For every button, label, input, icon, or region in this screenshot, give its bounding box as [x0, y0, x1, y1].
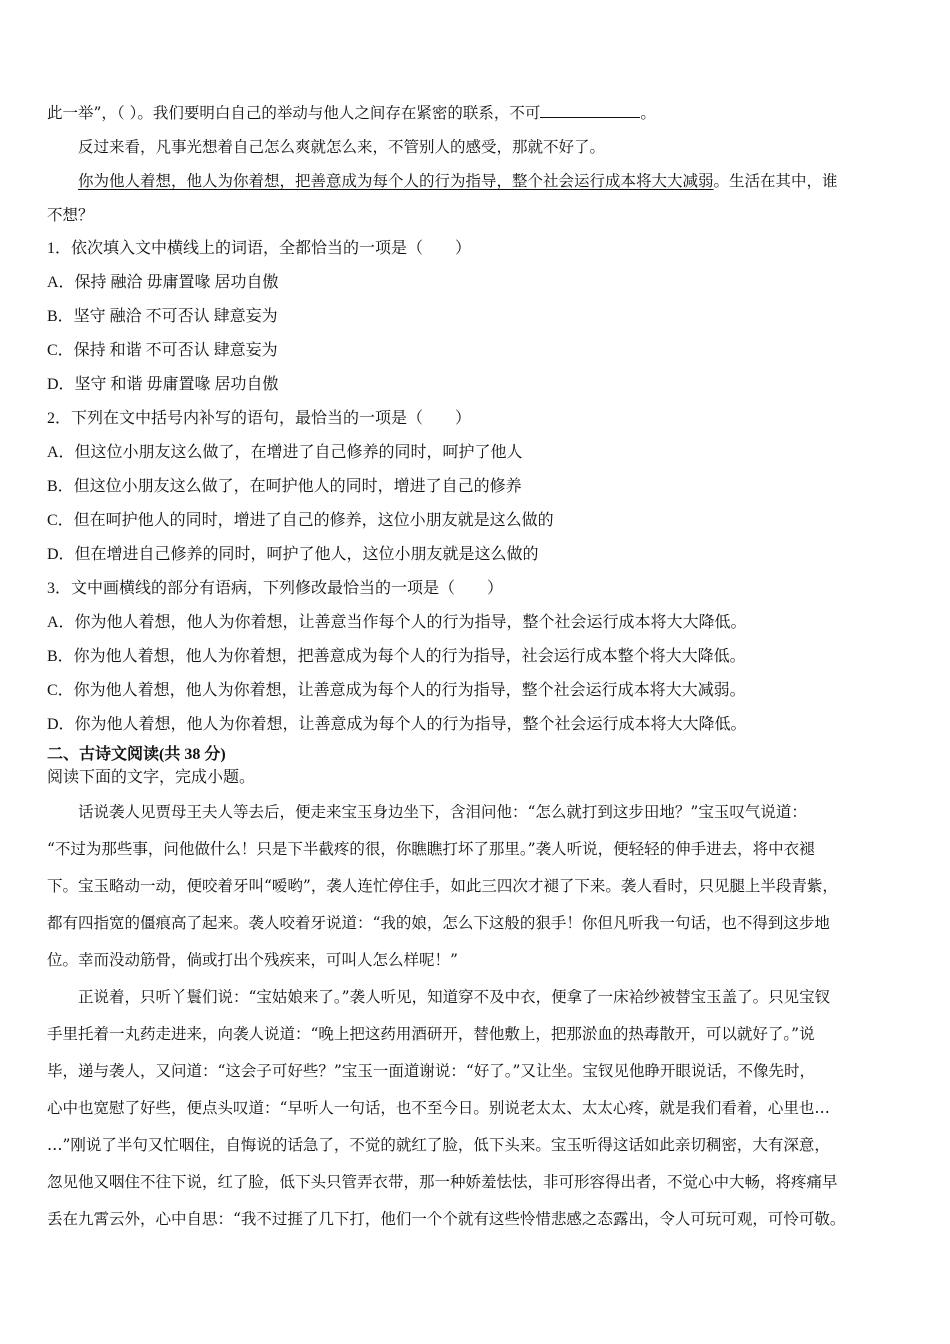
- option-a: A．你为他人着想，他人为你着想，让善意当作每个人的行为指导，整个社会运行成本将大大降低。: [47, 614, 747, 631]
- passage-line: “不过为那些事，问他做什么！只是下半截疼的很，你瞧瞧打坏了那里。”袭人听说，便轻轻的伸手进去，将中衣褪: [47, 840, 815, 858]
- option-c: C．保持 和谐 不可否认 肆意妄为: [47, 342, 278, 359]
- intro-line-text: 此一举”，（ ）。我们要明白自己的举动与他人之间存在紧密的联系，不可: [47, 104, 541, 122]
- intro-line: 反过来看，凡事光想着自己怎么爽就怎么来，不管别人的感受，那就不好了。: [78, 138, 606, 156]
- intro-line-end: 。生活在其中，谁: [713, 172, 838, 190]
- option-d: D．但在增进自己修养的同时，呵护了他人，这位小朋友就是这么做的: [47, 546, 539, 563]
- option-d: D．坚守 和谐 毋庸置喙 居功自傲: [47, 376, 279, 393]
- option-d: D．你为他人着想，他人为你着想，让善意成为每个人的行为指导，整个社会运行成本将大大降低。: [47, 716, 747, 733]
- passage-line: 心中也宽慰了好些，便点头叹道：“早听人一句话，也不至今日。别说老太太、太太心疼，就是我们看着，心里也…: [47, 1099, 830, 1117]
- section-heading: 二、古诗文阅读(共 38 分): [47, 746, 226, 763]
- passage-line: 正说着，只听丫鬟们说：“宝姑娘来了。”袭人听见，知道穿不及中衣，便拿了一床袷纱被替宝玉盖了。只见宝钗: [78, 988, 831, 1006]
- passage-line: 话说袭人见贾母王夫人等去后，便走来宝玉身边坐下，含泪问他：“怎么就打到这步田地？”宝玉叹气说道：: [78, 803, 807, 821]
- intro-passage: [47, 96, 907, 232]
- fill-blank: [540, 103, 640, 118]
- option-c: C．但在呵护他人的同时，增进了自己的修养，这位小朋友就是这么做的: [47, 512, 554, 529]
- underlined-sentence: 你为他人着想，他人为你着想，把善意成为每个人的行为指导，整个社会运行成本将大大减弱: [78, 172, 714, 190]
- question-1: [47, 232, 907, 402]
- intro-line: [47, 96, 907, 130]
- option-a: A．但这位小朋友这么做了，在增进了自己修养的同时，呵护了他人: [47, 444, 523, 461]
- passage-line: 丢在九霄云外，心中自思：“我不过捱了几下打，他们一个个就有这些怜惜悲感之态露出，令人可玩可观，可怜可敬。: [47, 1210, 846, 1228]
- option-c: C．你为他人着想，他人为你着想，让善意成为每个人的行为指导，整个社会运行成本将大大减弱。: [47, 682, 746, 699]
- intro-line-end: 。: [640, 104, 656, 122]
- intro-line: 不想？: [47, 206, 94, 224]
- classical-passage: [47, 794, 907, 1238]
- passage-line: …”刚说了半句又忙咽住，自悔说的话急了，不觉的就红了脸，低下头来。宝玉听得这话如此亲切稠密，大有深意，: [47, 1136, 830, 1154]
- option-b: B．你为他人着想，他人为你着想，把善意成为每个人的行为指导，社会运行成本整个将大大降低。: [47, 648, 746, 665]
- option-a: A．保持 融洽 毋庸置喙 居功自傲: [47, 274, 279, 291]
- option-b: B．但这位小朋友这么做了，在呵护他人的同时，增进了自己的修养: [47, 478, 522, 495]
- section-instruction: 阅读下面的文字，完成小题。: [47, 769, 256, 786]
- passage-line: 下。宝玉略动一动，便咬着牙叫“嗳哟”，袭人连忙停住手，如此三四次才褪了下来。袭人看时，只见腿上半段青紫，: [47, 877, 838, 895]
- question-2: [47, 402, 907, 572]
- passage-line: 忽见他又咽住不往下说，红了脸，低下头只管弄衣带，那一种娇羞怯怯，非可形容得出者，不觉心中大畅，将疼痛早: [47, 1173, 838, 1191]
- intro-line: [47, 164, 907, 198]
- passage-line: 位。幸而没动筋骨，倘或打出个残疾来，可叫人怎么样呢！”: [47, 951, 458, 969]
- passage-line: 毕，递与袭人，又问道：“这会子可好些？”宝玉一面道谢说：“好了。”又让坐。宝钗见他睁开眼说话，不像先时，: [47, 1062, 815, 1080]
- passage-line: 手里托着一丸药走进来，向袭人说道：“晚上把这药用酒研开，替他敷上，把那淤血的热毒散开，可以就好了。”说: [47, 1025, 815, 1043]
- option-b: B．坚守 融洽 不可否认 肆意妄为: [47, 308, 278, 325]
- question-3: [47, 572, 907, 742]
- exam-page: [47, 96, 907, 1238]
- passage-line: 都有四指宽的僵痕高了起来。袭人咬着牙说道：“我的娘，怎么下这般的狠手！你但凡听我一句话，也不得到这步地: [47, 914, 830, 932]
- question-stem: 2．下列在文中括号内补写的语句，最恰当的一项是（ ）: [47, 410, 472, 427]
- question-stem: 1．依次填入文中横线上的词语，全都恰当的一项是（ ）: [47, 240, 472, 257]
- question-stem: 3．文中画横线的部分有语病，下列修改最恰当的一项是（ ）: [47, 580, 504, 597]
